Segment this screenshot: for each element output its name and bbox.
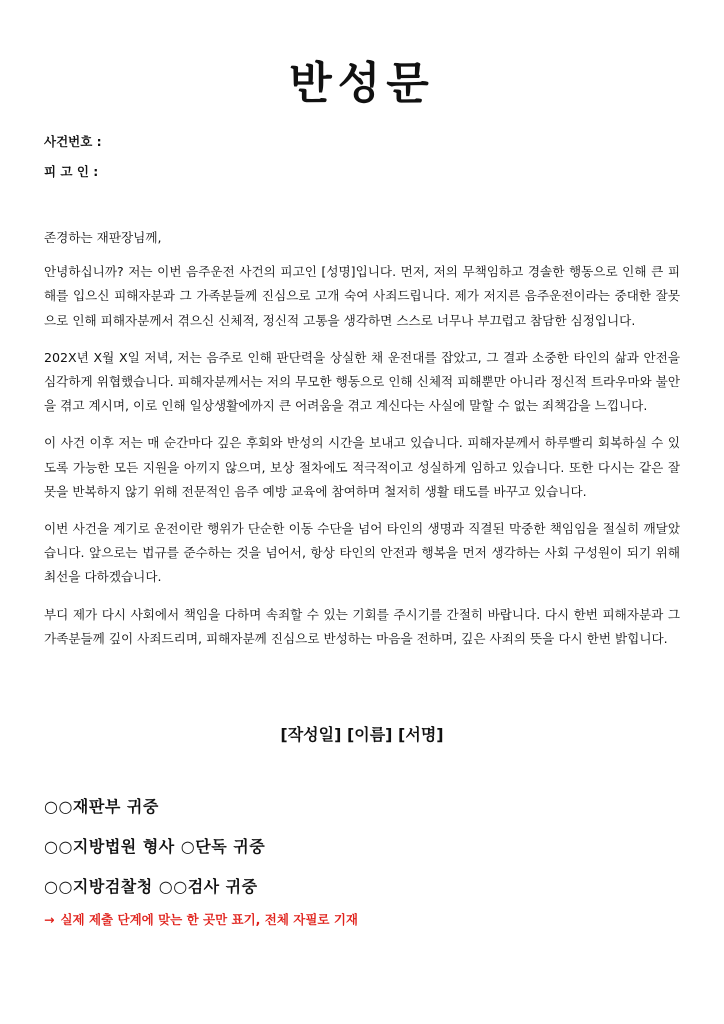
addressee-court-division: ○○재판부 귀중 xyxy=(44,797,159,816)
note-text: 실제 제출 단계에 맞는 한 곳만 표기, 전체 자필로 기재 xyxy=(60,912,358,927)
paragraph-apology: 안녕하십니까? 저는 이번 음주운전 사건의 피고인 [성명]입니다. 먼저, 저의 무책임하고 경솔한 행동으로 인해 큰 피해를 입으신 피해자분과 그 가족분들께 진심으로 고개 숙여 사죄드립니다. 제가 저지른 음주운전이라는 중대한 잘못으로 인해 피해자분께서 겪으신 신체적, 정신적 고통을 생각하면 스스로 너무나 부끄럽고 참담한 심정입니다. xyxy=(44,264,680,328)
paragraph-plea: 부디 제가 다시 사회에서 책임을 다하며 속죄할 수 있는 기회를 주시기를 간절히 바랍니다. 다시 한번 피해자분과 그 가족분들께 깊이 사죄드리며, 피해자분께 진심으로 반성하는 마음을 전하며, 깊은 사죄의 뜻을 다시 한번 밝힙니다. xyxy=(44,606,680,646)
signature-line: [작성일] [이름] [서명] xyxy=(280,725,444,744)
letter-body xyxy=(44,226,680,664)
document-title: 반성문 xyxy=(289,58,435,109)
paragraph-incident: 202X년 X월 X일 저녁, 저는 음주로 인해 판단력을 상실한 채 운전대를 잡았고, 그 결과 소중한 타인의 삶과 안전을 심각하게 위협했습니다. 피해자분께서는 저의 무모한 행동으로 인해 신체적 피해뿐만 아니라 정신적 트라우마와 불안을 겪고 계시며, 이로 인해 일상생활에까지 큰 어려움을 겪고 계신다는 사실에 말할 수 없는 죄책감을 느낍니다. xyxy=(44,349,680,414)
arrow-right-icon: → xyxy=(44,912,55,927)
addressee-prosecutor: ○○지방검찰청 ○○검사 귀중 xyxy=(44,877,258,896)
addressee-district-court: ○○지방법원 형사 ○단독 귀중 xyxy=(44,837,266,856)
case-number-line xyxy=(44,132,112,150)
defendant-label: 피 고 인 : xyxy=(44,164,99,179)
defendant-line xyxy=(44,162,109,180)
case-number-label: 사건번호 : xyxy=(44,134,102,149)
paragraph-remorse: 이 사건 이후 저는 매 순간마다 깊은 후회와 반성의 시간을 보내고 있습니다. 피해자분께서 하루빨리 회복하실 수 있도록 가능한 모든 지원을 아끼지 않으며, 보상 절차에도 적극적이고 성실하게 임하고 있습니다. 또한 다시는 같은 잘못을 반복하지 않기 위해 전문적인 음주 예방 교육에 참여하며 철저히 생활 태도를 바꾸고 있습니다. xyxy=(44,435,680,499)
greeting: 존경하는 재판장님께, xyxy=(44,230,162,245)
submission-note xyxy=(44,910,358,928)
paragraph-lesson: 이번 사건을 계기로 운전이란 행위가 단순한 이동 수단을 넘어 타인의 생명과 직결된 막중한 책임임을 절실히 깨달았습니다. 앞으로는 법규를 준수하는 것을 넘어서, 항상 타인의 안전과 행복을 먼저 생각하는 사회 구성원이 되기 위해 최선을 다하겠습니다. xyxy=(44,521,680,585)
